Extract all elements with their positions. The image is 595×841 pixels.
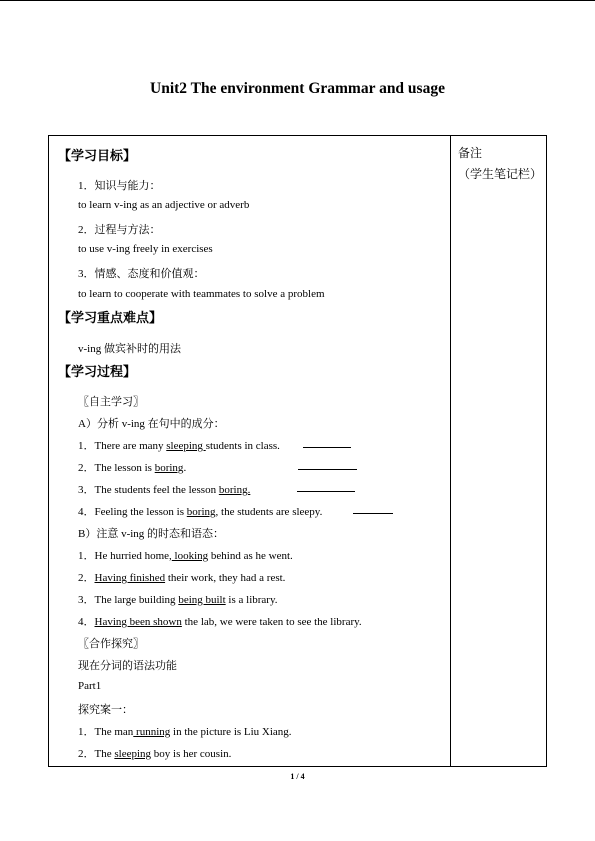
- sentence-text: 2．The: [78, 748, 115, 760]
- sentence-text: 4．Feeling the lesson is: [78, 506, 187, 518]
- sentence-text: 1．The man: [78, 726, 134, 738]
- objective-3-text: to learn to cooperate with teammates to solve a problem: [78, 288, 325, 300]
- self-study-heading: 〖自主学习〗: [78, 396, 144, 408]
- answer-blank-a2[interactable]: [298, 459, 357, 470]
- sentence-text: , the students are sleepy.: [215, 506, 323, 518]
- sentence-b3: [78, 591, 278, 607]
- sentence-text: boy is her cousin.: [151, 748, 232, 760]
- sentence-a4: [78, 503, 322, 519]
- sentence-a3: [78, 481, 250, 497]
- sentence-text: 1．He hurried home,: [78, 550, 172, 562]
- sentence-text: 3．The students feel the lesson: [78, 484, 219, 496]
- sentence-text: .: [183, 462, 187, 474]
- objective-2-text: to use v-ing freely in exercises: [78, 243, 213, 255]
- objective-2-heading: 2．过程与方法：: [78, 224, 161, 236]
- objective-1-text: to learn v-ing as an adjective or adverb: [78, 199, 250, 211]
- sentence-text: 2．: [78, 572, 95, 584]
- part-a-heading: A）分析 v-ing 在句中的成分：: [78, 418, 225, 430]
- sentence-text: 1．There are many: [78, 440, 167, 452]
- notes-sublabel: （学生笔记栏）: [458, 167, 543, 181]
- sentence-text: is a library.: [225, 594, 278, 606]
- sentence-c1: [78, 723, 292, 739]
- sentence-text: behind as he went.: [208, 550, 293, 562]
- answer-blank-a3[interactable]: [297, 481, 355, 492]
- underlined-word: boring: [186, 506, 216, 518]
- cooperation-subheading: 现在分词的语法功能: [78, 660, 177, 672]
- section-objectives: 【学习目标】: [58, 149, 137, 164]
- cooperation-heading: 〖合作探究〗: [78, 638, 144, 650]
- page-title: Unit2 The environment Grammar and usage: [150, 80, 445, 97]
- section-process: 【学习过程】: [58, 365, 137, 380]
- sentence-text: the lab, we were taken to see the library.: [181, 616, 362, 628]
- underlined-word: Having finished: [94, 572, 166, 584]
- underlined-word: Having been shown: [94, 616, 182, 628]
- sentence-text: students in class.: [205, 440, 280, 452]
- part-label: Part1: [78, 680, 102, 692]
- case-label: 探究案一：: [78, 704, 133, 716]
- sentence-text: in the picture is Liu Xiang.: [170, 726, 292, 738]
- column-divider: [450, 135, 451, 767]
- underlined-word: looking: [171, 550, 209, 562]
- sentence-a2: [78, 459, 186, 475]
- sentence-text: 4．: [78, 616, 95, 628]
- objective-1-heading: 1．知识与能力：: [78, 180, 161, 192]
- underlined-word: boring.: [218, 484, 251, 496]
- answer-blank-a4[interactable]: [353, 503, 393, 514]
- underlined-word: running: [133, 726, 171, 738]
- sentence-text: 2．The lesson is: [78, 462, 155, 474]
- section-key-points: 【学习重点难点】: [58, 311, 163, 326]
- page-number: 1 / 4: [290, 772, 305, 781]
- objective-3-heading: 3．情感、态度和价值观：: [78, 268, 205, 280]
- part-b-heading: B）注意 v-ing 的时态和语态：: [78, 528, 225, 540]
- underlined-word: sleeping: [114, 748, 152, 760]
- sentence-b1: [78, 547, 293, 563]
- sentence-text: their work, they had a rest.: [165, 572, 286, 584]
- underlined-word: being built: [178, 594, 226, 606]
- sentence-c2: [78, 745, 231, 761]
- underlined-word: sleeping: [166, 440, 206, 452]
- answer-blank-a1[interactable]: [303, 437, 351, 448]
- key-point-text: v-ing 做宾补时的用法: [78, 343, 181, 355]
- top-rule: [0, 0, 595, 1]
- sentence-text: 3．The large building: [78, 594, 179, 606]
- sentence-b4: [78, 613, 362, 629]
- notes-label: 备注: [458, 146, 483, 160]
- sentence-b2: [78, 569, 285, 585]
- sentence-a1: [78, 437, 280, 453]
- underlined-word: boring: [154, 462, 184, 474]
